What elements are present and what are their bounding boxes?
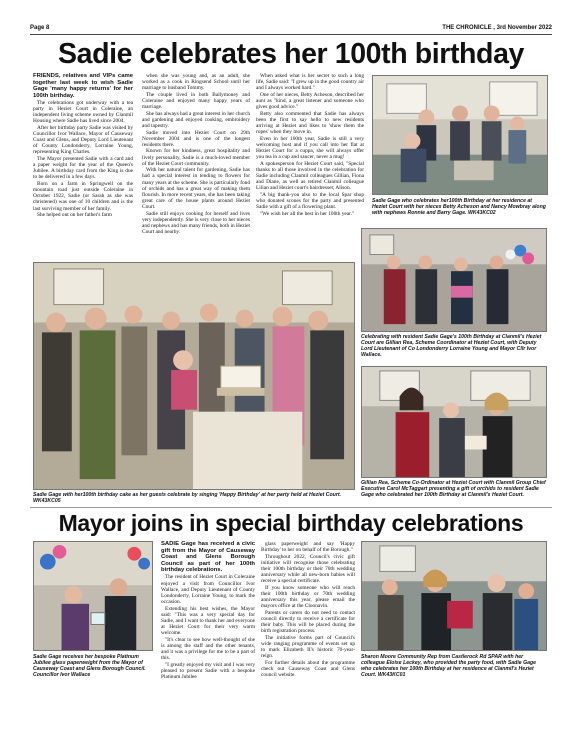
story1-column-1 (33, 73, 133, 260)
article-paragraph: "I greatly enjoyed my visit and I was very pleased to present Sadie with a bespoke Platinum Jubilee (161, 661, 255, 681)
article-paragraph: The couple lived in both Ballymoney and Coleraine and enjoyed many happy years of marriage. (142, 91, 250, 111)
story1-headline: Sadie celebrates her 100th birthday (58, 38, 524, 70)
story2-headline: Mayor joins in special birthday celebrations (58, 510, 524, 536)
paper-dateline: THE CHRONICLE , 3rd November 2022 (442, 25, 552, 31)
caption-sadie-with-nieces: Sadie Gage who celebrates her100th Birthday at her residence at Heziet Court with her nieces Betty Acheson and Nancy Mowbray along with nephews Ronnie and Barry Gage. WK43KC02 (372, 198, 546, 217)
article-paragraph: The resident of Heziet Court in Coleraine enjoyed a visit from Councillor Ivor Wallace, and Deputy Lieutenant of County Londonderry, Lorraine Young, to mark the occasion. (161, 574, 255, 605)
page-masthead (30, 25, 552, 35)
article-paragraph: Parents or carers do not need to contact council directly to receive a certificate for their baby. This will be placed during the birth registration process. (261, 609, 355, 635)
article-paragraph: when she was young and, as an adult, she worked as a cook in Ringsend School until her marriage to husband Tommy. (142, 73, 250, 92)
article-paragraph: "We wish her all the best in her 100th year." (260, 210, 355, 217)
caption-mayor-visit: Celebrating with resident Sadie Gage's 100th Birthday at Clanmil's Heziet Court are Gillian Rea, Scheme Coordinator at Heziet Court, with Deputy Lord Lieutenant of Co Londonderry Lorraine Young and Mayor Cllr Ivor Wallace. (361, 334, 542, 359)
article-paragraph: glass paperweight and say 'Happy Birthday' to her on behalf of the Borough." (261, 541, 355, 554)
article-paragraph: FRIENDS, relatives and VIPs came together last week to wish Sadie Gage 'many happy returns' for her 100th birthday. (33, 73, 133, 99)
article-paragraph: When asked what is her secret to such a long life, Sadie said: "I grew up in the good country air and I always worked hard." (256, 73, 364, 92)
photo-paperweight-gift (33, 541, 153, 651)
article-paragraph: If you know someone who will reach their 100th birthday or 70th wedding anniversary this year, please email the mayors office at the Cloonavin. (261, 584, 355, 610)
caption-orchid-gift: Gillian Rea, Scheme Co-Ordinator at Heziet Court with Clanmil Group Chief Executive Carol McTaggart presenting a gift of orchids to resident Sadie Gage who celebrated her 100th Birthday at Clanmil's Heziet Court. (361, 480, 546, 499)
article-paragraph: Extending his best wishes, the Mayor said: "This was a very special day for Sadie, and I want to thank her and everyone at Heziet Court for their very warm welcome. (161, 605, 255, 637)
story2-column-2 (261, 541, 355, 691)
caption-birthday-party: Sadie Gage with her100th birthday cake as her guests celebrate by singing 'Happy Birthday' at her party held at Heziet Court. WK43KC05 (33, 492, 342, 505)
article-paragraph: Sadie moved into Heziet Court on 29th November 2004 and is one of the longest residents there. (142, 129, 250, 148)
article-paragraph: For further details about the programme check out Causeway Coast and Glens council website. (261, 659, 355, 679)
photo-birthday-party (33, 262, 355, 490)
story2-column-1 (161, 541, 255, 691)
article-paragraph: Born on a farm in Springwell on the mountain road just outside Coleraine in October 1922, Sadie (or Sarah as she was christened) was one of 10 children and is the last surviving member of her family. (33, 180, 133, 212)
article-paragraph: She has always had a great interest in her church and gardening and enjoyed cooking, embroidery and tapestry. (142, 110, 250, 130)
photo-mayor-visit (361, 228, 547, 332)
article-paragraph: Sadie still enjoys cooking for herself and lives very independently. She is very close to her nieces and nephews and has many friends, both in Heziet Court and nearby. (142, 210, 250, 236)
photo-spar-party-food (361, 541, 547, 651)
article-paragraph: The celebrations got underway with a tea party in Heziet Court in Coleraine, an independent living scheme owned by Clanmil Housing where Sadie has lived since 2004. (33, 99, 133, 125)
story1-column-3 (256, 73, 364, 260)
article-paragraph: The Mayor presented Sadie with a card and a paper weight for the year of the Queen's Jubilee. A birthday card from the King is due to be delivered in a few days. (33, 155, 133, 181)
article-paragraph: "It's clear to see how well-thought of she is among the staff and the other tenants, and it was a privilege for me to be a part of this. (161, 636, 255, 662)
article-paragraph: Known for her kindness, great hospitality and lively personality, Sadie is a much-loved member of the Heziet Court community. (142, 148, 250, 167)
article-paragraph: "A big thank-you also to the local Spar shop who donated scones for the party and presented Sadie with a gift of a flowering plant. (256, 191, 364, 211)
article-paragraph: She helped out on her father's farm (37, 212, 112, 219)
story1-column-2 (142, 73, 250, 260)
caption-paperweight-gift: Sadie Gage receives her bespoke Platinum Jubilee glass paperweight from the Mayor of Causeway Coast and Glens Borough Council. Councillor Ivor Wallace (33, 654, 146, 679)
article-paragraph: Even in her 100th year, Sadie is still a very welcoming host and if you call into her flat at Heziet Court for a cuppa, she will always offer you tea in a cup and saucer, never a mug! (256, 135, 364, 161)
article-paragraph: The initiative forms part of Council's wide ranging programme of events set up to mark Elizabeth II's historic 70-year-reign. (261, 634, 355, 660)
caption-spar-party-food: Sharon Moore Community Rep from Castlerock Rd SPAR with her colleague Eloise Leckey, who provided the party food, with Sadie Gage who celebrates her 100th Birthday at her residence at Clanmil's Heziet Court. WK43KC01 (361, 654, 537, 679)
article-paragraph: SADIE Gage has received a civic gift from the Mayor of Causeway Coast and Glens Borough Council as part of her 100th birthday celebrations. (161, 541, 255, 574)
article-paragraph: A spokesperson for Heziet Court said, "Special thanks to all those involved in the celebration for Sadie including Clanmil colleagues Gillian, Fiona and Diane, as well as retired Clanmil colleague Lilian and Heziet court's hairdresser, Alison. (256, 160, 364, 192)
article-paragraph: With her natural talent for gardening, Sadie has had a special interest in tending to flowers for many years at the scheme. She is particularly fond of orchids and has a great way of making them flourish. In more recent years, she has been taking great care of the house plants around Heziet Court. (142, 167, 250, 211)
page-number: Page 8 (30, 25, 50, 31)
article-paragraph: Betty also commented that Sadie has always been the first to say hello to new residents arriving at Heziet and likes to 'show them the ropes' when they move in. (256, 110, 364, 136)
photo-sadie-with-nieces (372, 75, 548, 195)
article-paragraph: Throughout 2022, Council's civic gift initiative will recognise those celebrating their 100th birthday or their 70th wedding anniversary while all new-born babies will receive a special certificate. (261, 553, 355, 585)
photo-orchid-gift (361, 366, 547, 478)
article-paragraph: After her birthday party Sadie was visited by Councillor Ivor Wallace, Mayor of Causeway Coast and Glens, and Deputy Lord Lieutenant of County Londonderry, Lorraine Young, representing King Charles. (33, 124, 133, 156)
article-paragraph: One of her nieces, Betty Acheson, described her aunt as "kind, a great listener and someone who gives good advice." (256, 91, 364, 111)
